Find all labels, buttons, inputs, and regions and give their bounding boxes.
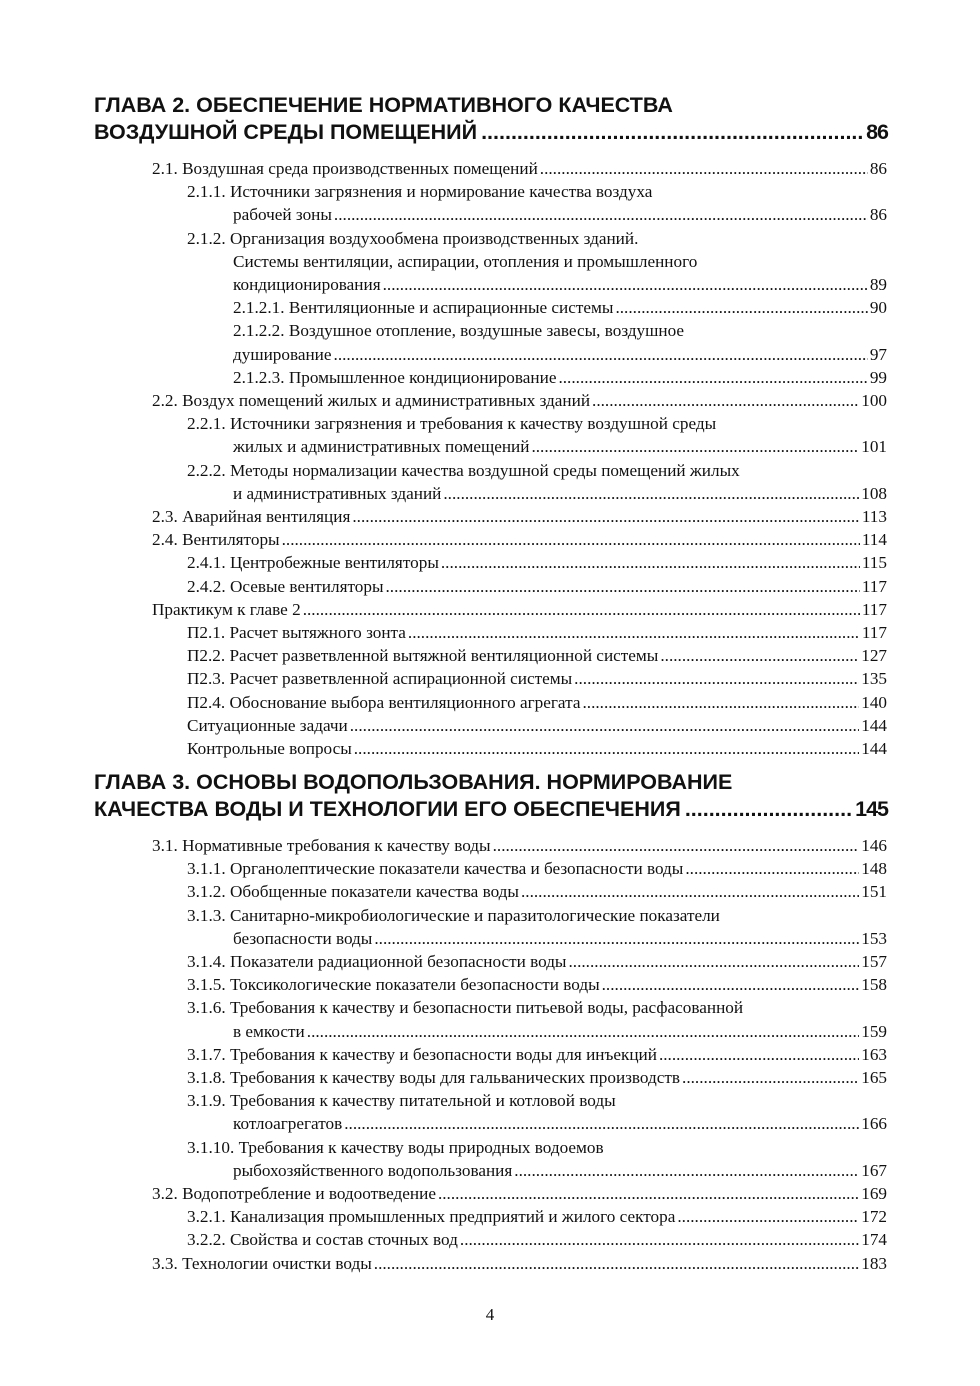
dot-leader <box>615 296 867 319</box>
toc-entry-title-continued: котлоагрегатов <box>233 1114 343 1134</box>
toc-entry[interactable] <box>187 1136 887 1182</box>
toc-entry[interactable] <box>187 459 887 505</box>
toc-entry-title: 2.1.2.1. Вентиляционные и аспирационные системы <box>233 298 614 318</box>
toc-entry-page: 113 <box>861 507 887 527</box>
toc-entry[interactable] <box>152 1252 887 1275</box>
dot-leader <box>460 1228 859 1251</box>
toc-entry-title-continued: душирование <box>233 344 332 364</box>
toc-entry-page: 158 <box>861 975 887 995</box>
toc-entry[interactable] <box>152 598 887 621</box>
toc-entry-title: 3.1.8. Требования к качеству воды для гальванических производств <box>187 1068 681 1088</box>
toc-entry-title: 2.4.2. Осевые вентиляторы <box>187 576 384 596</box>
toc-entry-page: 90 <box>869 298 887 318</box>
toc-entry-page: 127 <box>861 646 887 666</box>
toc-entry-page: 115 <box>861 553 887 573</box>
toc-entry[interactable] <box>187 1228 887 1251</box>
toc-entry-title: 2.4. Вентиляторы <box>152 530 280 550</box>
toc-entry-page: 144 <box>861 739 887 759</box>
toc-entry[interactable] <box>187 1089 887 1135</box>
toc-entry-page: 148 <box>861 859 887 879</box>
dot-leader <box>685 857 859 880</box>
toc-entry-page: 165 <box>861 1068 887 1088</box>
dot-leader <box>677 1205 859 1228</box>
toc-entry-title: 3.2.2. Свойства и состав сточных вод <box>187 1230 458 1250</box>
chapter-title-line1: ГЛАВА 2. ОБЕСПЕЧЕНИЕ НОРМАТИВНОГО КАЧЕСТВА <box>94 93 673 117</box>
toc-entry-page: 159 <box>861 1021 887 1041</box>
toc-entry-title: 2.1.2.3. Промышленное кондиционирование <box>233 367 557 387</box>
dot-leader <box>386 575 860 598</box>
toc-entry[interactable] <box>187 227 887 297</box>
toc-entry[interactable] <box>187 1066 887 1089</box>
toc-section-chapter-2 <box>0 157 980 760</box>
chapter-title-line2-row <box>94 796 888 823</box>
toc-entry-page: 135 <box>861 669 887 689</box>
toc-entry-title: 3.1.10. Требования к качеству воды природных водоемов <box>187 1137 604 1157</box>
toc-entry-page: 172 <box>861 1207 887 1227</box>
chapter-heading <box>94 92 888 146</box>
toc-entry[interactable] <box>187 996 887 1042</box>
toc-entry[interactable] <box>152 528 887 551</box>
dot-leader <box>282 528 860 551</box>
toc-entry[interactable] <box>187 551 887 574</box>
dot-leader <box>531 435 859 458</box>
dot-leader <box>374 1252 859 1275</box>
dot-leader <box>438 1182 859 1205</box>
toc-entry-page: 169 <box>861 1184 887 1204</box>
toc-entry[interactable] <box>187 575 887 598</box>
toc-entry-page: 117 <box>861 599 887 619</box>
toc-entry[interactable] <box>187 904 887 950</box>
toc-entry-page: 108 <box>861 483 887 503</box>
dot-leader <box>350 714 859 737</box>
toc-entry[interactable] <box>187 667 887 690</box>
dot-leader <box>374 927 859 950</box>
toc-entry-page: 114 <box>861 530 887 550</box>
toc-entry-title: 3.1.3. Санитарно-микробиологические и паразитологические показатели <box>187 905 720 925</box>
toc-entry-title: 3.1.1. Органолептические показатели качества и безопасности воды <box>187 859 684 879</box>
toc-entry[interactable] <box>152 389 887 412</box>
toc-entry-title: Практикум к главе 2 <box>152 599 301 619</box>
toc-entry-page: 99 <box>869 367 887 387</box>
toc-entry-title: 2.1.2. Организация воздухообмена производственных зданий. <box>187 228 639 248</box>
dot-leader <box>334 343 868 366</box>
toc-entry[interactable] <box>187 412 887 458</box>
toc-entry-title-continued: и административных зданий <box>233 483 442 503</box>
toc-entry[interactable] <box>187 973 887 996</box>
toc-entry-title: 3.1. Нормативные требования к качеству воды <box>152 836 491 855</box>
toc-entry-page: 153 <box>861 928 887 948</box>
dot-leader <box>481 119 864 146</box>
dot-leader <box>383 273 868 296</box>
toc-entry-title: 3.1.2. Обобщенные показатели качества воды <box>187 882 519 902</box>
toc-entry-page: 146 <box>861 836 887 855</box>
toc-entry-title: 2.2.2. Методы нормализации качества воздушной среды помещений жилых <box>187 460 740 480</box>
dot-leader <box>540 157 868 180</box>
toc-entry-page: 117 <box>861 576 887 596</box>
toc-entry-title: П2.4. Обоснование выбора вентиляционного агрегата <box>187 692 581 712</box>
toc-entry-title: П2.1. Расчет вытяжного зонта <box>187 623 406 643</box>
dot-leader <box>352 505 859 528</box>
dot-leader <box>344 1112 859 1135</box>
chapter-title-line1: ГЛАВА 3. ОСНОВЫ ВОДОПОЛЬЗОВАНИЯ. НОРМИРОВАНИЕ <box>94 770 733 794</box>
toc-entry[interactable] <box>152 157 887 180</box>
toc-entry-page: 100 <box>861 391 887 411</box>
page-number: 4 <box>485 1305 495 1324</box>
toc-entry-title: 2.1. Воздушная среда производственных помещений <box>152 159 538 178</box>
toc-entry[interactable] <box>187 714 887 737</box>
dot-leader <box>493 834 860 857</box>
chapter-page-number: 145 <box>855 797 888 821</box>
toc-entry-title: П2.2. Расчет разветвленной вытяжной вентиляционной системы <box>187 646 659 666</box>
toc-entry-page: 89 <box>869 275 887 295</box>
toc-entry-title: Контрольные вопросы <box>187 739 352 759</box>
toc-entry[interactable] <box>187 691 887 714</box>
dot-leader <box>521 880 859 903</box>
chapter-title-line2-row <box>94 119 888 146</box>
dot-leader <box>660 644 859 667</box>
toc-entry-page: 151 <box>861 882 887 902</box>
toc-entry[interactable] <box>187 180 887 226</box>
toc-entry-title: 3.2.1. Канализация промышленных предприятий и жилого сектора <box>187 1207 676 1227</box>
toc-entry-page: 157 <box>861 952 887 972</box>
toc-entry[interactable] <box>187 950 887 973</box>
toc-entry[interactable] <box>233 366 887 389</box>
toc-entry-title: 2.1.1. Источники загрязнения и нормирование качества воздуха <box>187 182 653 202</box>
toc-entry[interactable] <box>187 644 887 667</box>
dot-leader <box>602 973 860 996</box>
toc-entry-page: 144 <box>861 715 887 735</box>
toc-entry-title-continued: кондиционирования <box>233 275 381 295</box>
toc-entry-page: 183 <box>861 1253 887 1273</box>
chapter-title-line2: КАЧЕСТВА ВОДЫ И ТЕХНОЛОГИИ ЕГО ОБЕСПЕЧЕНИЯ <box>94 797 681 821</box>
dot-leader <box>303 598 860 621</box>
dot-leader <box>582 691 859 714</box>
toc-entry-title: 2.1.2.2. Воздушное отопление, воздушные завесы, воздушное <box>233 321 685 341</box>
dot-leader <box>574 667 859 690</box>
toc-entry-title: 3.3. Технологии очистки воды <box>152 1253 372 1273</box>
toc-entry-title: П2.3. Расчет разветвленной аспирационной системы <box>187 669 573 689</box>
toc-entry-page: 163 <box>861 1044 887 1064</box>
dot-leader <box>514 1159 859 1182</box>
dot-leader <box>682 1066 859 1089</box>
chapter-page-number: 86 <box>866 120 888 144</box>
toc-entry-title-continued: Системы вентиляции, аспирации, отопления и промышленного <box>233 251 698 271</box>
dot-leader <box>408 621 860 644</box>
toc-entry-title-continued: рабочей зоны <box>233 205 332 225</box>
toc-entry-page: 86 <box>869 159 887 178</box>
toc-entry-title: Ситуационные задачи <box>187 715 348 735</box>
toc-section-chapter-3 <box>0 834 980 1275</box>
dot-leader <box>592 389 859 412</box>
chapter-title-line2: ВОЗДУШНОЙ СРЕДЫ ПОМЕЩЕНИЙ <box>94 120 478 144</box>
toc-entry-title: 2.2. Воздух помещений жилых и административных зданий <box>152 391 591 411</box>
toc-entry-page: 140 <box>861 692 887 712</box>
toc-entry-title: 3.1.6. Требования к качеству и безопасности питьевой воды, расфасованной <box>187 998 744 1018</box>
toc-entry[interactable] <box>152 505 887 528</box>
chapter-heading <box>94 769 888 823</box>
dot-leader <box>685 796 853 823</box>
toc-entry-page: 166 <box>861 1114 887 1134</box>
toc-entry[interactable] <box>187 880 887 903</box>
dot-leader <box>568 950 859 973</box>
toc-entry[interactable] <box>187 737 887 760</box>
dot-leader <box>441 551 860 574</box>
toc-entry[interactable] <box>187 1043 887 1066</box>
toc-entry-title-continued: рыбохозяйственного водопользования <box>233 1160 513 1180</box>
toc-entry-title-continued: в емкости <box>233 1021 305 1041</box>
toc-entry[interactable] <box>233 296 887 319</box>
toc-entry-title: 2.2.1. Источники загрязнения и требования к качеству воздушной среды <box>187 414 717 434</box>
toc-entry-title-continued: жилых и административных помещений <box>233 437 530 457</box>
toc-entry-page: 86 <box>869 205 887 225</box>
toc-entry-title: 3.1.4. Показатели радиационной безопасности воды <box>187 952 567 972</box>
toc-entry-page: 174 <box>861 1230 887 1250</box>
toc-entry-page: 167 <box>861 1160 887 1180</box>
toc-entry[interactable] <box>152 1182 887 1205</box>
dot-leader <box>334 203 868 226</box>
toc-entry[interactable] <box>187 857 887 880</box>
dot-leader <box>558 366 867 389</box>
toc-entry-page: 97 <box>869 344 887 364</box>
toc-entry-page: 117 <box>861 623 887 643</box>
toc-entry-title: 3.1.9. Требования к качеству питательной и котловой воды <box>187 1091 616 1111</box>
toc-entry[interactable] <box>187 1205 887 1228</box>
dot-leader <box>659 1043 859 1066</box>
toc-entry-page: 101 <box>861 437 887 457</box>
toc-entry-title: 3.2. Водопотребление и водоотведение <box>152 1184 436 1204</box>
dot-leader <box>354 737 859 760</box>
toc-entry[interactable] <box>233 319 887 365</box>
toc-entry-title-continued: безопасности воды <box>233 928 373 948</box>
dot-leader <box>443 482 859 505</box>
toc-entry[interactable] <box>187 621 887 644</box>
toc-entry-title: 3.1.7. Требования к качеству и безопасности воды для инъекций <box>187 1044 657 1064</box>
toc-entry-title: 3.1.5. Токсикологические показатели безопасности воды <box>187 975 600 995</box>
dot-leader <box>307 1020 859 1043</box>
toc-entry-title: 2.4.1. Центробежные вентиляторы <box>187 553 439 573</box>
toc-entry-title: 2.3. Аварийная вентиляция <box>152 507 351 527</box>
toc-entry[interactable] <box>152 834 887 857</box>
